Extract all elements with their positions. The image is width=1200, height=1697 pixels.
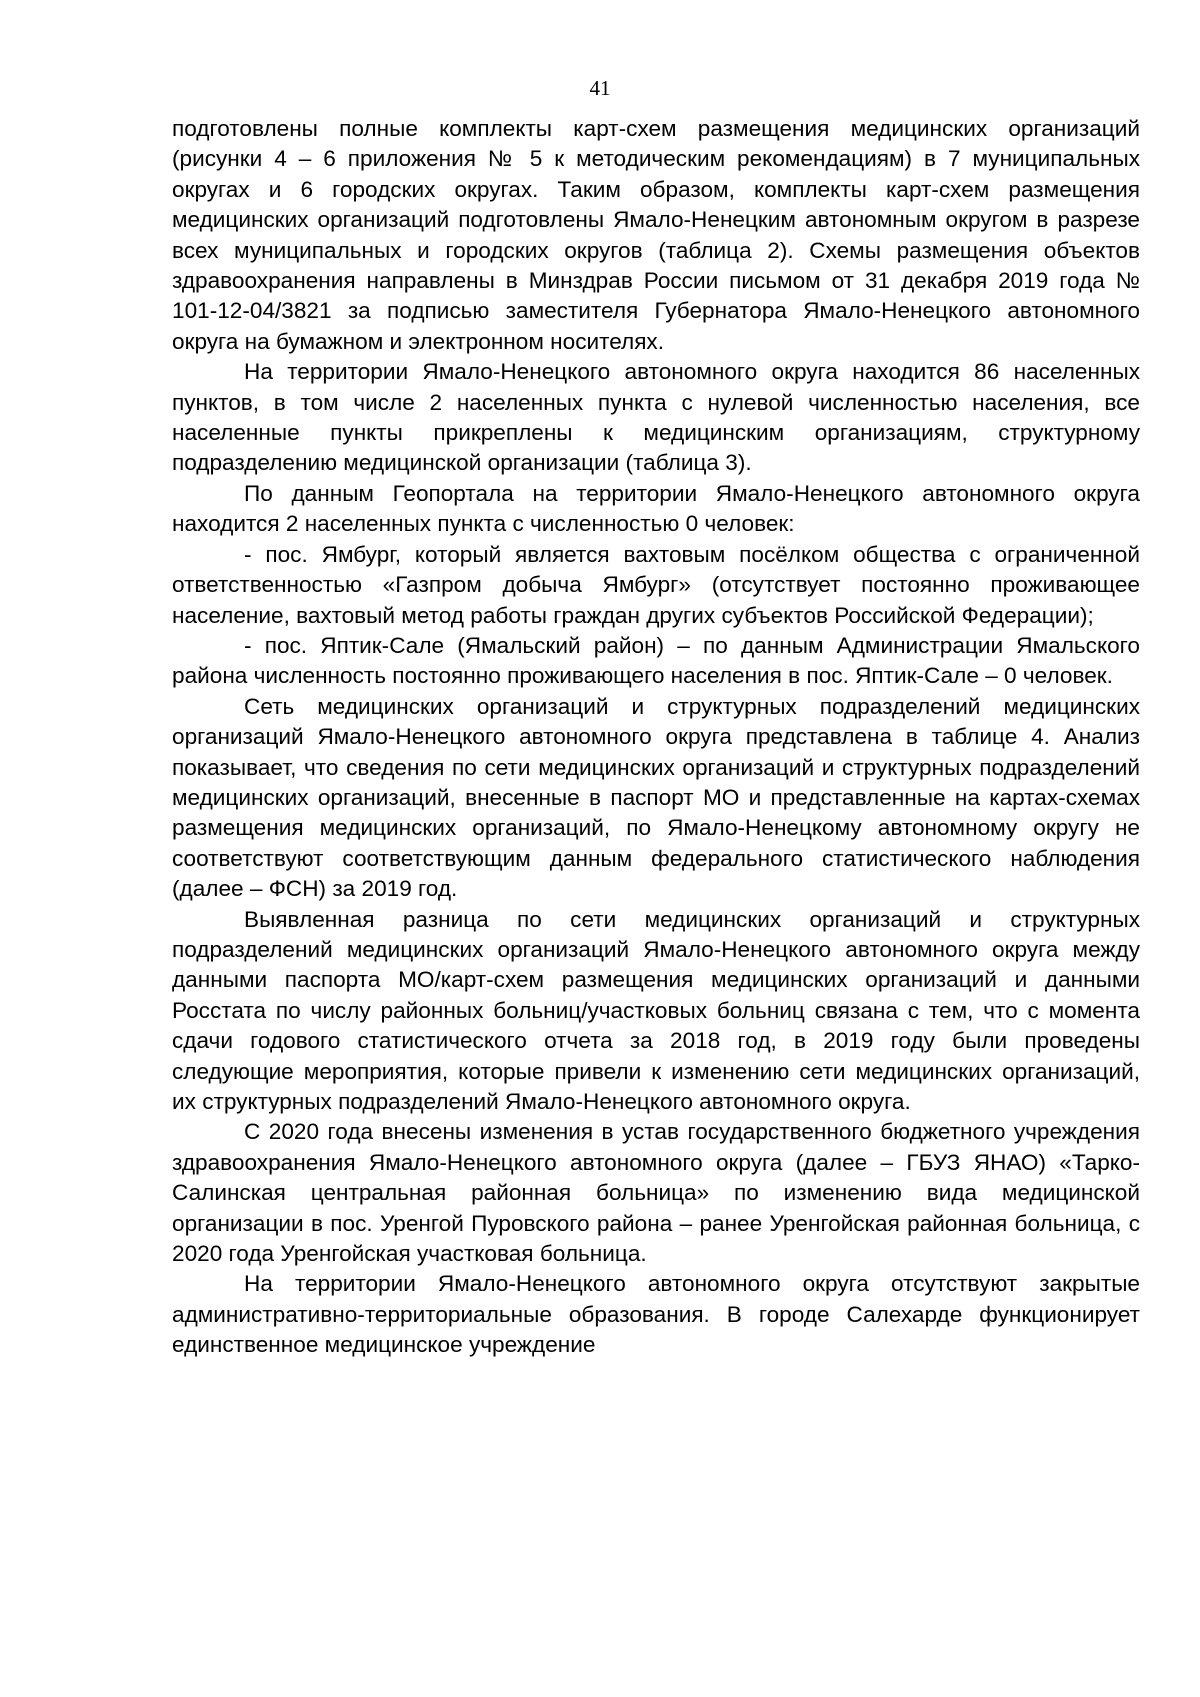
paragraph-settlements: На территории Ямало-Ненецкого автономного округа находится 86 населенных пунктов, в том числе 2 населенных пункта с нулевой численностью населения, все населенные пункты прикреплены к медицинским организациям, структурному подразделению медицинской организации (таблица 3).	[172, 359, 1140, 476]
paragraph-closed-territories: На территории Ямало-Ненецкого автономного округа отсутствуют закрытые административно-территориальные образования. В городе Салехарде функционирует единственное медицинское учреждение	[172, 1271, 1140, 1358]
paragraph-network: Сеть медицинских организаций и структурных подразделений медицинских организаций Ямало-Ненецкого автономного округа представлена в таблице 4. Анализ показывает, что сведения по сети медицинских организаций и структурных подразделений медицинских организаций, внесенные в паспорт МО и представленные на картах-схемах размещения медицинских организаций, по Ямало-Ненецкому автономному округу не соответствуют соответствующим данным федерального статистического наблюдения (далее – ФСН) за 2019 год.	[172, 693, 1140, 902]
paragraph-difference: Выявленная разница по сети медицинских организаций и структурных подразделений медицинских организаций Ямало-Ненецкого автономного округа между данными паспорта МО/карт-схем размещения медицинских организаций и данными Росстата по числу районных больниц/участковых больниц связана с тем, что с момента сдачи годового статистического отчета за 2018 год, в 2019 году были проведены следующие мероприятия, которые привели к изменению сети медицинских организаций, их структурных подразделений Ямало-Ненецкого автономного округа.	[172, 906, 1140, 1114]
list-item-yamburg: - пос. Ямбург, который является вахтовым посёлком общества с ограниченной ответственностью «Газпром добыча Ямбург» (отсутствует постоянно проживающее население, вахтовый метод работы граждан других субъектов Российской Федерации);	[172, 541, 1140, 628]
paragraph-geoportal: По данным Геопортала на территории Ямало-Ненецкого автономного округа находится 2 населенных пункта с численностью 0 человек:	[172, 480, 1140, 537]
paragraph-continuation: подготовлены полные комплекты карт-схем размещения медицинских организаций (рисунки 4 – 6 приложения № 5 к методическим рекомендациям) в 7 муниципальных округах и 6 городских округах. Таким образом, комплекты карт-схем размещения медицинских организаций подготовлены Ямало-Ненецким автономным округом в разрезе всех муниципальных и городских округов (таблица 2). Схемы размещения объектов здравоохранения направлены в Минздрав России письмом от 31 декабря 2019 года № 101-12-04/3821 за подписью заместителя Губернатора Ямало-Ненецкого автономного округа на бумажном и электронном носителях.	[172, 116, 1140, 354]
document-body	[172, 114, 1140, 1361]
paragraph-changes-2020: С 2020 года внесены изменения в устав государственного бюджетного учреждения здравоохранения Ямало-Ненецкого автономного округа (далее – ГБУЗ ЯНАО) «Тарко-Салинская центральная районная больница» по изменению вида медицинской организации в пос. Уренгой Пуровского района – ранее Уренгойская районная больница, с 2020 года Уренгойская участковая больница.	[172, 1119, 1140, 1267]
list-item-yaptik-sale: - пос. Яптик-Сале (Ямальский район) – по данным Администрации Ямальского района численность постоянно проживающего населения в пос. Яптик-Сале – 0 человек.	[172, 632, 1140, 689]
page-number: 41	[589, 76, 611, 100]
